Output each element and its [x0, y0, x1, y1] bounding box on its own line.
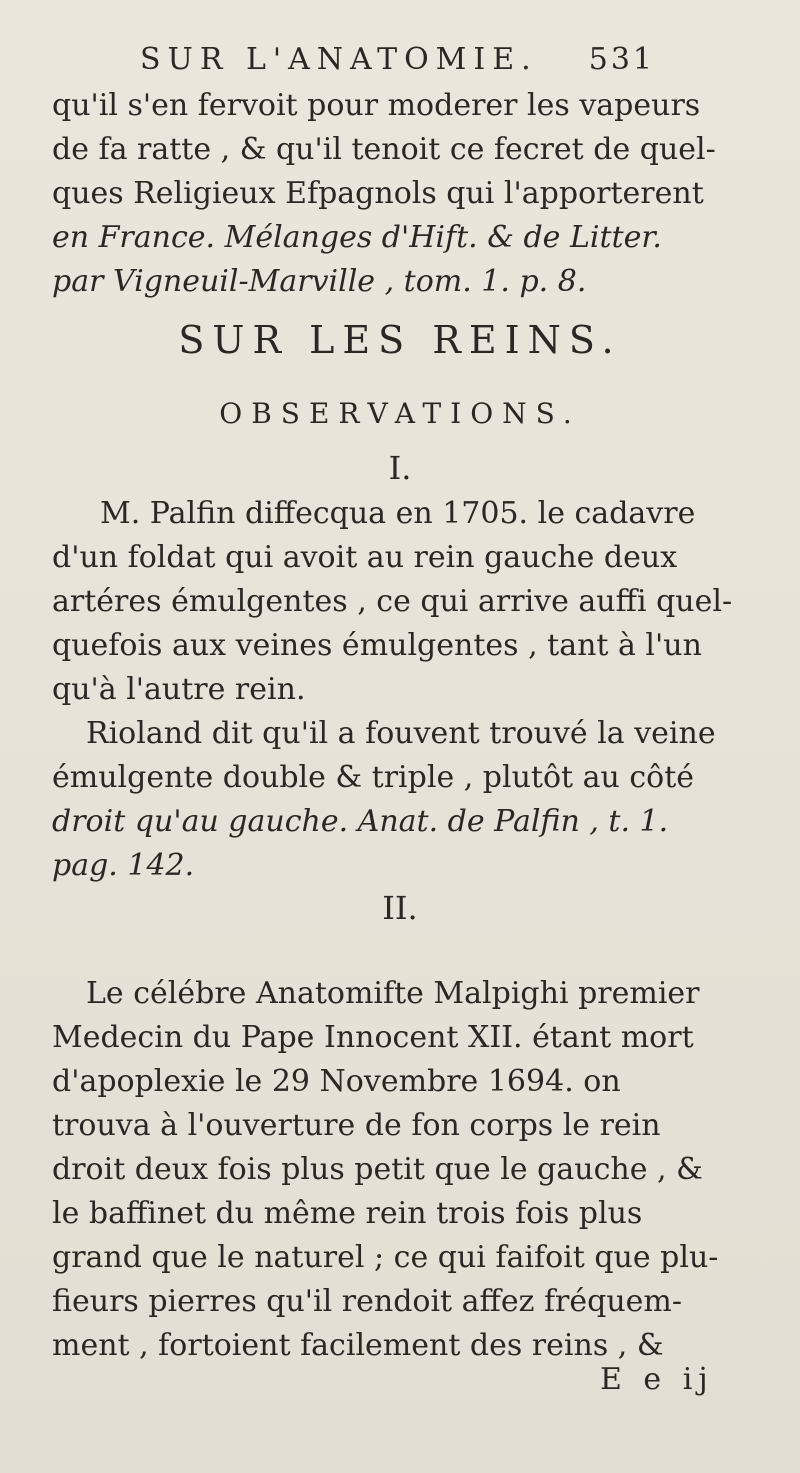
text-line: ques Religieux Efpagnols qui l'apporterent [52, 176, 704, 211]
text-line: Medecin du Pape Innocent XII. étant mort [52, 1020, 694, 1055]
text-line: qu'à l'autre rein. [52, 672, 306, 707]
text-line: trouva à l'ouverture de fon corps le rein [52, 1108, 661, 1143]
text-line: grand que le naturel ; ce qui faifoit que plu- [52, 1240, 719, 1275]
text-line: pag. 142. [52, 848, 195, 883]
running-title: SUR L'ANATOMIE. [140, 42, 538, 77]
observations-heading: OBSERVATIONS. [219, 397, 581, 430]
text-line: Rioland dit qu'il a fouvent trouvé la veine [86, 716, 716, 751]
text-line: Le célébre Anatomifte Malpighi premier [86, 976, 700, 1011]
signature-mark: E e ij [600, 1362, 714, 1397]
text-line: quefois aux veines émulgentes , tant à l'un [52, 628, 702, 663]
page-number: 531 [588, 42, 655, 77]
text-line: ment , fortoient facilement des reins , & [52, 1328, 664, 1363]
text-line: d'apoplexie le 29 Novembre 1694. on [52, 1064, 621, 1099]
text-line: émulgente double & triple , plutôt au côté [52, 760, 695, 795]
text-line: artéres émulgentes , ce qui arrive auffi quel- [52, 584, 733, 619]
text-line: droit deux fois plus petit que le gauche , & [52, 1152, 703, 1187]
observation-number: II. [382, 889, 418, 927]
text-line: d'un foldat qui avoit au rein gauche deux [52, 540, 678, 575]
text-line: de fa ratte , & qu'il tenoit ce fecret de quel- [52, 132, 716, 167]
section-title: SUR LES REINS. [178, 318, 622, 362]
observation-number: I. [388, 449, 412, 487]
text-line: M. Palfin diffecqua en 1705. le cadavre [100, 496, 696, 531]
text-line: par Vigneuil-Marville , tom. 1. p. 8. [52, 264, 587, 299]
text-line: le baffinet du même rein trois fois plus [52, 1196, 643, 1231]
text-line: qu'il s'en fervoit pour moderer les vapeurs [52, 88, 701, 123]
text-line: en France. Mélanges d'Hift. & de Litter. [52, 220, 662, 255]
running-header [140, 40, 655, 80]
text-line: droit qu'au gauche. Anat. de Palfin , t. 1. [52, 804, 669, 839]
text-line: fieurs pierres qu'il rendoit affez fréquem- [52, 1284, 682, 1319]
